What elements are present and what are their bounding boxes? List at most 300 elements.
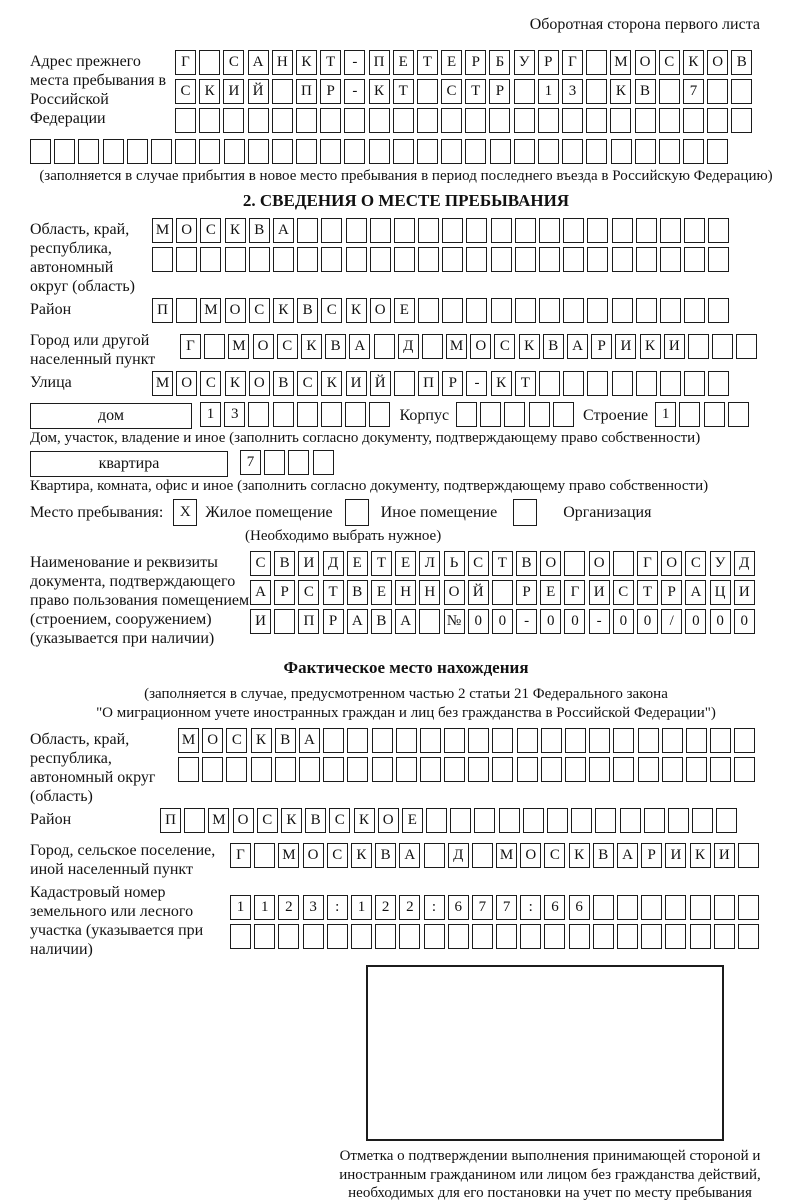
form-cell[interactable] bbox=[683, 139, 704, 164]
form-cell[interactable]: 2 bbox=[375, 895, 396, 920]
form-cell[interactable]: Н bbox=[395, 580, 416, 605]
form-cell[interactable] bbox=[538, 139, 559, 164]
form-cell[interactable] bbox=[593, 924, 614, 949]
form-cell[interactable] bbox=[466, 218, 487, 243]
form-cell[interactable]: Р bbox=[274, 580, 295, 605]
form-cell[interactable]: А bbox=[347, 609, 368, 634]
form-cell[interactable] bbox=[539, 247, 560, 272]
form-cell[interactable]: С bbox=[297, 371, 318, 396]
form-cell[interactable]: М bbox=[152, 371, 173, 396]
form-cell[interactable]: П bbox=[296, 79, 317, 104]
form-cell[interactable] bbox=[734, 757, 755, 782]
form-cell[interactable]: К bbox=[354, 808, 375, 833]
form-cell[interactable] bbox=[563, 247, 584, 272]
form-cell[interactable]: К bbox=[346, 298, 367, 323]
form-cell[interactable]: С bbox=[223, 50, 244, 75]
form-cell[interactable] bbox=[738, 895, 759, 920]
form-cell[interactable] bbox=[586, 50, 607, 75]
form-cell[interactable]: 7 bbox=[240, 450, 261, 475]
form-cell[interactable] bbox=[660, 218, 681, 243]
form-cell[interactable]: Е bbox=[402, 808, 423, 833]
form-cell[interactable] bbox=[448, 924, 469, 949]
form-cell[interactable]: П bbox=[152, 298, 173, 323]
form-cell[interactable] bbox=[369, 139, 390, 164]
form-cell[interactable] bbox=[224, 139, 245, 164]
form-cell[interactable] bbox=[586, 108, 607, 133]
form-cell[interactable] bbox=[520, 924, 541, 949]
form-cell[interactable]: Е bbox=[371, 580, 392, 605]
form-cell[interactable] bbox=[248, 402, 269, 427]
form-cell[interactable]: О bbox=[378, 808, 399, 833]
form-cell[interactable] bbox=[665, 895, 686, 920]
form-cell[interactable]: М bbox=[610, 50, 631, 75]
form-cell[interactable] bbox=[636, 247, 657, 272]
form-cell[interactable] bbox=[480, 402, 501, 427]
form-cell[interactable] bbox=[589, 757, 610, 782]
form-cell[interactable] bbox=[492, 580, 513, 605]
form-cell[interactable]: Р bbox=[323, 609, 344, 634]
form-cell[interactable]: Л bbox=[419, 551, 440, 576]
form-cell[interactable] bbox=[547, 808, 568, 833]
form-cell[interactable] bbox=[491, 218, 512, 243]
form-cell[interactable] bbox=[299, 757, 320, 782]
form-cell[interactable]: А bbox=[349, 334, 370, 359]
form-cell[interactable] bbox=[523, 808, 544, 833]
form-cell[interactable] bbox=[424, 843, 445, 868]
form-cell[interactable] bbox=[272, 139, 293, 164]
form-cell[interactable]: Г bbox=[180, 334, 201, 359]
form-cell[interactable] bbox=[565, 728, 586, 753]
form-cell[interactable]: 3 bbox=[562, 79, 583, 104]
form-cell[interactable]: П bbox=[369, 50, 390, 75]
form-cell[interactable] bbox=[595, 808, 616, 833]
form-cell[interactable] bbox=[419, 609, 440, 634]
form-cell[interactable] bbox=[636, 371, 657, 396]
form-cell[interactable] bbox=[297, 218, 318, 243]
form-cell[interactable] bbox=[323, 757, 344, 782]
form-cell[interactable]: М bbox=[178, 728, 199, 753]
form-cell[interactable] bbox=[660, 298, 681, 323]
form-cell[interactable]: Г bbox=[562, 50, 583, 75]
form-cell[interactable] bbox=[297, 402, 318, 427]
form-cell[interactable] bbox=[272, 108, 293, 133]
form-cell[interactable]: 1 bbox=[200, 402, 221, 427]
house-box[interactable]: дом bbox=[30, 403, 192, 429]
form-cell[interactable] bbox=[544, 924, 565, 949]
form-cell[interactable] bbox=[296, 139, 317, 164]
form-cell[interactable] bbox=[225, 247, 246, 272]
form-cell[interactable]: 1 bbox=[254, 895, 275, 920]
form-cell[interactable] bbox=[474, 808, 495, 833]
form-cell[interactable]: Т bbox=[637, 580, 658, 605]
form-cell[interactable] bbox=[569, 924, 590, 949]
form-cell[interactable] bbox=[78, 139, 99, 164]
form-cell[interactable] bbox=[372, 728, 393, 753]
form-cell[interactable] bbox=[151, 139, 172, 164]
form-cell[interactable]: Д bbox=[398, 334, 419, 359]
form-cell[interactable] bbox=[327, 924, 348, 949]
form-cell[interactable] bbox=[587, 371, 608, 396]
form-cell[interactable] bbox=[369, 108, 390, 133]
form-cell[interactable] bbox=[571, 808, 592, 833]
form-cell[interactable] bbox=[375, 924, 396, 949]
form-cell[interactable] bbox=[710, 757, 731, 782]
form-cell[interactable] bbox=[617, 895, 638, 920]
form-cell[interactable]: К bbox=[251, 728, 272, 753]
form-cell[interactable]: Д bbox=[448, 843, 469, 868]
form-cell[interactable]: 1 bbox=[655, 402, 676, 427]
form-cell[interactable] bbox=[254, 924, 275, 949]
form-cell[interactable] bbox=[199, 50, 220, 75]
form-cell[interactable]: 0 bbox=[685, 609, 706, 634]
form-cell[interactable]: Й bbox=[468, 580, 489, 605]
form-cell[interactable]: С bbox=[277, 334, 298, 359]
form-cell[interactable] bbox=[496, 924, 517, 949]
form-cell[interactable]: К bbox=[321, 371, 342, 396]
form-cell[interactable]: К bbox=[519, 334, 540, 359]
form-cell[interactable]: Д bbox=[323, 551, 344, 576]
form-cell[interactable]: Г bbox=[175, 50, 196, 75]
form-cell[interactable] bbox=[347, 728, 368, 753]
form-cell[interactable] bbox=[517, 728, 538, 753]
form-cell[interactable] bbox=[152, 247, 173, 272]
form-cell[interactable]: У bbox=[514, 50, 535, 75]
form-cell[interactable] bbox=[466, 298, 487, 323]
form-cell[interactable]: Р bbox=[591, 334, 612, 359]
form-cell[interactable]: К bbox=[273, 298, 294, 323]
form-cell[interactable]: О bbox=[635, 50, 656, 75]
form-cell[interactable]: О bbox=[303, 843, 324, 868]
form-cell[interactable] bbox=[738, 843, 759, 868]
form-cell[interactable] bbox=[714, 895, 735, 920]
form-cell[interactable] bbox=[468, 757, 489, 782]
form-cell[interactable]: Й bbox=[248, 79, 269, 104]
form-cell[interactable] bbox=[539, 371, 560, 396]
form-cell[interactable]: К bbox=[683, 50, 704, 75]
form-cell[interactable]: И bbox=[665, 843, 686, 868]
form-cell[interactable] bbox=[444, 728, 465, 753]
form-cell[interactable] bbox=[296, 108, 317, 133]
form-cell[interactable] bbox=[345, 402, 366, 427]
form-cell[interactable]: Р bbox=[465, 50, 486, 75]
form-cell[interactable]: Г bbox=[564, 580, 585, 605]
form-cell[interactable]: К bbox=[281, 808, 302, 833]
form-cell[interactable] bbox=[321, 402, 342, 427]
form-cell[interactable]: К bbox=[369, 79, 390, 104]
form-cell[interactable]: : bbox=[424, 895, 445, 920]
form-cell[interactable]: Т bbox=[492, 551, 513, 576]
form-cell[interactable]: - bbox=[344, 79, 365, 104]
form-cell[interactable]: А bbox=[299, 728, 320, 753]
form-cell[interactable] bbox=[199, 108, 220, 133]
form-cell[interactable] bbox=[396, 757, 417, 782]
form-cell[interactable]: 2 bbox=[399, 895, 420, 920]
form-cell[interactable] bbox=[636, 298, 657, 323]
form-cell[interactable]: Р bbox=[489, 79, 510, 104]
form-cell[interactable]: Й bbox=[370, 371, 391, 396]
form-cell[interactable]: Е bbox=[394, 298, 415, 323]
form-cell[interactable] bbox=[692, 808, 713, 833]
form-cell[interactable]: К bbox=[225, 371, 246, 396]
form-cell[interactable] bbox=[472, 924, 493, 949]
form-cell[interactable] bbox=[272, 79, 293, 104]
form-cell[interactable] bbox=[274, 609, 295, 634]
form-cell[interactable]: С bbox=[298, 580, 319, 605]
form-cell[interactable]: Т bbox=[371, 551, 392, 576]
checkbox-other-premises[interactable] bbox=[345, 499, 369, 526]
form-cell[interactable]: Ц bbox=[710, 580, 731, 605]
form-cell[interactable] bbox=[254, 843, 275, 868]
form-cell[interactable] bbox=[273, 247, 294, 272]
form-cell[interactable] bbox=[686, 757, 707, 782]
form-cell[interactable]: Д bbox=[734, 551, 755, 576]
form-cell[interactable]: № bbox=[444, 609, 465, 634]
form-cell[interactable]: О bbox=[540, 551, 561, 576]
form-cell[interactable] bbox=[515, 218, 536, 243]
form-cell[interactable] bbox=[372, 757, 393, 782]
form-cell[interactable] bbox=[589, 728, 610, 753]
form-cell[interactable]: - bbox=[344, 50, 365, 75]
form-cell[interactable] bbox=[515, 247, 536, 272]
form-cell[interactable] bbox=[288, 450, 309, 475]
form-cell[interactable] bbox=[586, 139, 607, 164]
form-cell[interactable] bbox=[636, 218, 657, 243]
form-cell[interactable] bbox=[515, 298, 536, 323]
form-cell[interactable]: С bbox=[327, 843, 348, 868]
form-cell[interactable]: И bbox=[734, 580, 755, 605]
form-cell[interactable]: 0 bbox=[564, 609, 585, 634]
form-cell[interactable] bbox=[514, 79, 535, 104]
form-cell[interactable]: В bbox=[275, 728, 296, 753]
form-cell[interactable] bbox=[424, 924, 445, 949]
form-cell[interactable] bbox=[396, 728, 417, 753]
form-cell[interactable] bbox=[704, 402, 725, 427]
form-cell[interactable]: В bbox=[347, 580, 368, 605]
form-cell[interactable]: Ь bbox=[444, 551, 465, 576]
form-cell[interactable]: В bbox=[375, 843, 396, 868]
form-cell[interactable] bbox=[273, 402, 294, 427]
form-cell[interactable] bbox=[659, 79, 680, 104]
form-cell[interactable] bbox=[492, 728, 513, 753]
form-cell[interactable]: О bbox=[233, 808, 254, 833]
form-cell[interactable] bbox=[442, 247, 463, 272]
form-cell[interactable]: О bbox=[444, 580, 465, 605]
form-cell[interactable] bbox=[369, 402, 390, 427]
form-cell[interactable]: И bbox=[615, 334, 636, 359]
form-cell[interactable] bbox=[442, 218, 463, 243]
form-cell[interactable] bbox=[564, 551, 585, 576]
form-cell[interactable] bbox=[491, 298, 512, 323]
form-cell[interactable] bbox=[710, 728, 731, 753]
form-cell[interactable]: 0 bbox=[492, 609, 513, 634]
form-cell[interactable] bbox=[313, 450, 334, 475]
form-cell[interactable] bbox=[442, 298, 463, 323]
form-cell[interactable] bbox=[30, 139, 51, 164]
form-cell[interactable] bbox=[103, 139, 124, 164]
form-cell[interactable]: И bbox=[223, 79, 244, 104]
form-cell[interactable]: О bbox=[370, 298, 391, 323]
form-cell[interactable]: К bbox=[199, 79, 220, 104]
form-cell[interactable]: М bbox=[278, 843, 299, 868]
form-cell[interactable]: М bbox=[228, 334, 249, 359]
form-cell[interactable] bbox=[587, 298, 608, 323]
form-cell[interactable] bbox=[323, 728, 344, 753]
form-cell[interactable] bbox=[492, 757, 513, 782]
form-cell[interactable]: 0 bbox=[710, 609, 731, 634]
form-cell[interactable] bbox=[248, 108, 269, 133]
form-cell[interactable]: М bbox=[446, 334, 467, 359]
form-cell[interactable]: К bbox=[351, 843, 372, 868]
form-cell[interactable]: - bbox=[466, 371, 487, 396]
form-cell[interactable]: К bbox=[690, 843, 711, 868]
form-cell[interactable]: В bbox=[297, 298, 318, 323]
form-cell[interactable]: Т bbox=[465, 79, 486, 104]
form-cell[interactable]: Е bbox=[393, 50, 414, 75]
form-cell[interactable] bbox=[417, 139, 438, 164]
form-cell[interactable] bbox=[563, 371, 584, 396]
form-cell[interactable] bbox=[612, 298, 633, 323]
form-cell[interactable]: С bbox=[441, 79, 462, 104]
form-cell[interactable]: В bbox=[305, 808, 326, 833]
form-cell[interactable] bbox=[504, 402, 525, 427]
form-cell[interactable]: 7 bbox=[496, 895, 517, 920]
form-cell[interactable]: В bbox=[249, 218, 270, 243]
form-cell[interactable] bbox=[611, 139, 632, 164]
form-cell[interactable] bbox=[441, 139, 462, 164]
form-cell[interactable] bbox=[320, 139, 341, 164]
form-cell[interactable] bbox=[344, 108, 365, 133]
form-cell[interactable] bbox=[184, 808, 205, 833]
form-cell[interactable]: О bbox=[225, 298, 246, 323]
form-cell[interactable] bbox=[665, 924, 686, 949]
form-cell[interactable] bbox=[683, 108, 704, 133]
form-cell[interactable] bbox=[249, 247, 270, 272]
form-cell[interactable]: В bbox=[273, 371, 294, 396]
form-cell[interactable] bbox=[320, 108, 341, 133]
form-cell[interactable] bbox=[346, 218, 367, 243]
form-cell[interactable]: А bbox=[273, 218, 294, 243]
form-cell[interactable] bbox=[176, 247, 197, 272]
form-cell[interactable] bbox=[707, 108, 728, 133]
form-cell[interactable] bbox=[202, 757, 223, 782]
form-cell[interactable]: С bbox=[544, 843, 565, 868]
form-cell[interactable] bbox=[347, 757, 368, 782]
form-cell[interactable] bbox=[418, 247, 439, 272]
form-cell[interactable]: У bbox=[710, 551, 731, 576]
form-cell[interactable]: 6 bbox=[569, 895, 590, 920]
form-cell[interactable]: К bbox=[569, 843, 590, 868]
form-cell[interactable] bbox=[441, 108, 462, 133]
form-cell[interactable] bbox=[499, 808, 520, 833]
form-cell[interactable]: С bbox=[200, 371, 221, 396]
checkbox-organization[interactable] bbox=[513, 499, 537, 526]
form-cell[interactable] bbox=[708, 298, 729, 323]
form-cell[interactable] bbox=[610, 108, 631, 133]
form-cell[interactable] bbox=[587, 218, 608, 243]
form-cell[interactable] bbox=[529, 402, 550, 427]
form-cell[interactable] bbox=[346, 247, 367, 272]
form-cell[interactable] bbox=[731, 108, 752, 133]
form-cell[interactable]: К bbox=[610, 79, 631, 104]
form-cell[interactable] bbox=[426, 808, 447, 833]
form-cell[interactable]: В bbox=[274, 551, 295, 576]
form-cell[interactable]: Р bbox=[661, 580, 682, 605]
form-cell[interactable] bbox=[465, 139, 486, 164]
form-cell[interactable] bbox=[199, 139, 220, 164]
form-cell[interactable]: И bbox=[714, 843, 735, 868]
form-cell[interactable]: 1 bbox=[351, 895, 372, 920]
form-cell[interactable] bbox=[178, 757, 199, 782]
form-cell[interactable]: С bbox=[321, 298, 342, 323]
form-cell[interactable]: : bbox=[520, 895, 541, 920]
form-cell[interactable] bbox=[468, 728, 489, 753]
form-cell[interactable] bbox=[456, 402, 477, 427]
form-cell[interactable] bbox=[736, 334, 757, 359]
form-cell[interactable]: Р bbox=[320, 79, 341, 104]
form-cell[interactable] bbox=[226, 757, 247, 782]
form-cell[interactable] bbox=[394, 218, 415, 243]
form-cell[interactable]: А bbox=[399, 843, 420, 868]
form-cell[interactable] bbox=[641, 895, 662, 920]
form-cell[interactable]: С bbox=[329, 808, 350, 833]
form-cell[interactable]: И bbox=[589, 580, 610, 605]
form-cell[interactable] bbox=[716, 808, 737, 833]
form-cell[interactable] bbox=[593, 895, 614, 920]
form-cell[interactable] bbox=[707, 79, 728, 104]
form-cell[interactable]: С bbox=[613, 580, 634, 605]
form-cell[interactable]: В bbox=[325, 334, 346, 359]
form-cell[interactable]: / bbox=[661, 609, 682, 634]
form-cell[interactable]: 6 bbox=[448, 895, 469, 920]
form-cell[interactable]: О bbox=[589, 551, 610, 576]
form-cell[interactable] bbox=[465, 108, 486, 133]
form-cell[interactable] bbox=[641, 924, 662, 949]
form-cell[interactable]: О bbox=[470, 334, 491, 359]
form-cell[interactable] bbox=[539, 218, 560, 243]
form-cell[interactable]: К bbox=[301, 334, 322, 359]
form-cell[interactable] bbox=[613, 728, 634, 753]
form-cell[interactable]: Р bbox=[641, 843, 662, 868]
form-cell[interactable]: Т bbox=[323, 580, 344, 605]
form-cell[interactable]: С bbox=[468, 551, 489, 576]
form-cell[interactable] bbox=[731, 79, 752, 104]
form-cell[interactable]: П bbox=[160, 808, 181, 833]
form-cell[interactable]: Г bbox=[230, 843, 251, 868]
form-cell[interactable] bbox=[393, 108, 414, 133]
form-cell[interactable] bbox=[708, 247, 729, 272]
form-cell[interactable]: С bbox=[685, 551, 706, 576]
form-cell[interactable]: В bbox=[731, 50, 752, 75]
form-cell[interactable]: П bbox=[418, 371, 439, 396]
form-cell[interactable] bbox=[444, 757, 465, 782]
form-cell[interactable] bbox=[230, 924, 251, 949]
form-cell[interactable] bbox=[175, 139, 196, 164]
form-cell[interactable] bbox=[662, 757, 683, 782]
form-cell[interactable] bbox=[684, 218, 705, 243]
form-cell[interactable]: 0 bbox=[613, 609, 634, 634]
form-cell[interactable]: А bbox=[248, 50, 269, 75]
form-cell[interactable]: - bbox=[516, 609, 537, 634]
form-cell[interactable]: К bbox=[225, 218, 246, 243]
form-cell[interactable] bbox=[420, 728, 441, 753]
form-cell[interactable] bbox=[251, 757, 272, 782]
form-cell[interactable]: 3 bbox=[224, 402, 245, 427]
form-cell[interactable] bbox=[472, 843, 493, 868]
form-cell[interactable]: О bbox=[202, 728, 223, 753]
form-cell[interactable] bbox=[422, 334, 443, 359]
form-cell[interactable] bbox=[127, 139, 148, 164]
form-cell[interactable]: И bbox=[250, 609, 271, 634]
